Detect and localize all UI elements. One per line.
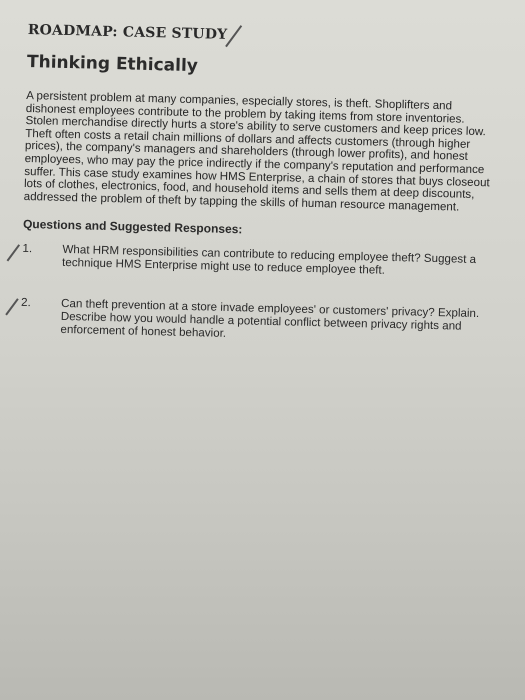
handwritten-check-mark (7, 245, 20, 262)
handwritten-check-mark (5, 298, 18, 315)
questions-heading: Questions and Suggested Responses: (22, 217, 243, 237)
document-content (20, 22, 508, 375)
header-text: ROADMAP: CASE STUDY (27, 22, 228, 43)
intro-paragraph: A persistent problem at many companies, especially stores, is theft. Shoplifters and dishonest employees contribute to the problem by taking items from store inventories. Stolen merchandise directly hurts a store's ability to serve customers and keep prices low. Theft often costs a retail chain millions of dollars and affects customers (through higher prices), the company's managers and shareholders (through lower profits), and honest employees, who may pay the price indirectly if the company's reputation and performance suffer. This case study examines how HMS Enterprise, a chain of stores that buys closeout lots of clothes, electronics, food, and household items and sells them at deep discounts, addressed the problem of theft by tapping the skills of human resource management. (23, 88, 490, 214)
question-text: Can theft prevention at a store invade employees' or customers' privacy? Explain. Describe how you would handle a potential conflict between privacy rights and enforcement of honest behavior. (60, 296, 480, 340)
document-title: Thinking Ethically (26, 51, 199, 77)
question-item-2 (20, 297, 493, 347)
question-number: 2. (20, 295, 31, 310)
question-text: What HRM responsibilities can contribute to reducing employee theft? Suggest a technique HMS Enterprise might use to reduce employee theft. (61, 243, 477, 277)
question-number: 1. (22, 242, 33, 256)
document-header (28, 22, 508, 50)
question-item-1 (22, 243, 494, 280)
